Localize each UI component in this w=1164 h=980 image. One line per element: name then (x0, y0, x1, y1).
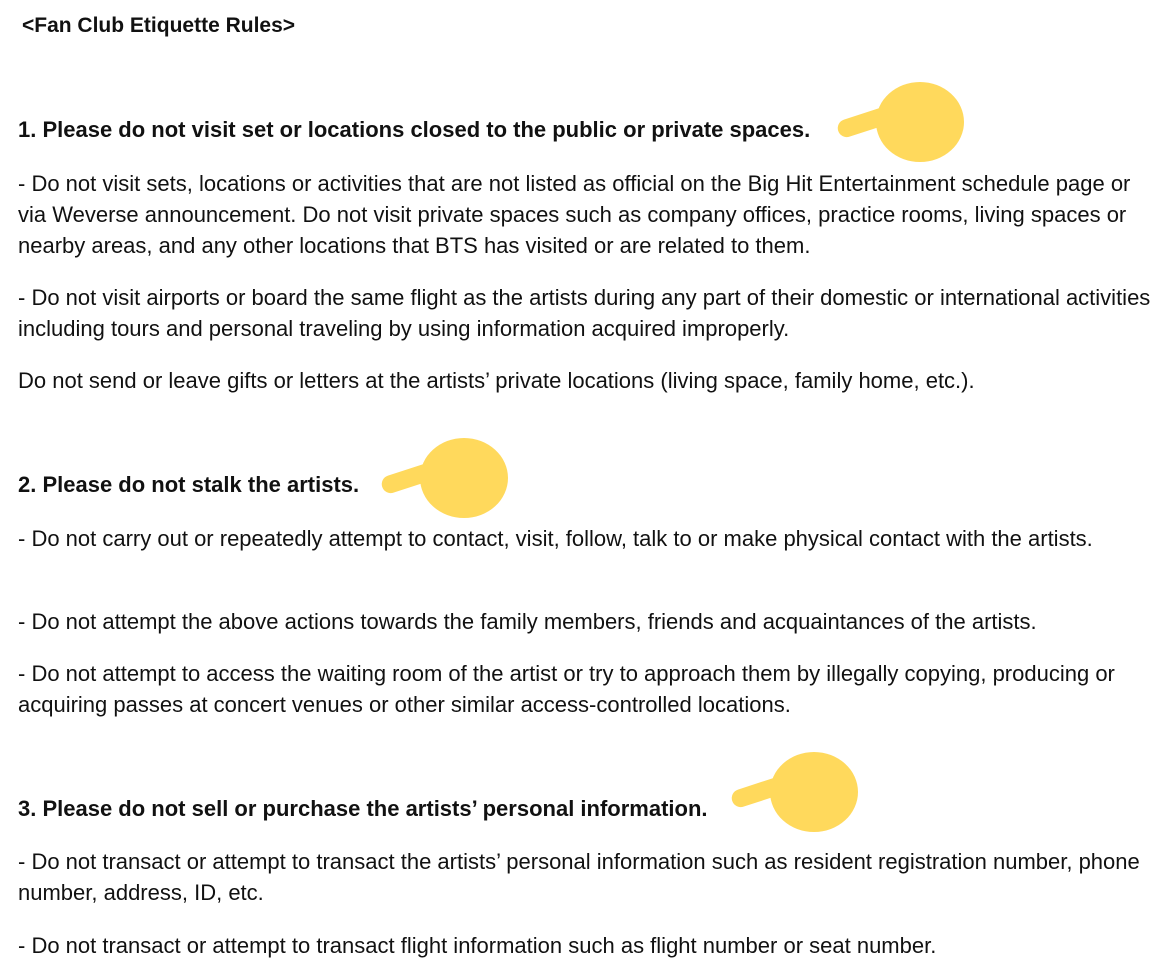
section-3-heading: 3. Please do not sell or purchase the artists’ personal information. (18, 796, 708, 821)
pointing-hand-icon (832, 74, 972, 174)
document-title: <Fan Club Etiquette Rules> (22, 14, 296, 37)
section-2-heading: 2. Please do not stalk the artists. (18, 472, 360, 497)
section-1-heading: 1. Please do not visit set or locations closed to the public or private spaces. (18, 117, 811, 142)
section-1-paragraph-2: - Do not visit airports or board the same flight as the artists during any part of their domestic or international activities including tours and personal traveling by using information acquired improperly. (18, 285, 1151, 341)
section-2-paragraph-2: - Do not attempt the above actions towards the family members, friends and acquaintances of the artists. (18, 609, 1037, 634)
pointing-hand-icon (726, 744, 866, 844)
section-1-paragraph-1: - Do not visit sets, locations or activities that are not listed as official on the Big Hit Entertainment schedule page or via Weverse announcement. Do not visit private spaces such as company offices, practice rooms, living spaces or nearby areas, and any other locations that BTS has visited or are related to them. (18, 171, 1131, 258)
section-3-paragraph-2: - Do not transact or attempt to transact flight information such as flight number or seat number. (18, 933, 937, 958)
pointing-hand-icon (376, 430, 516, 530)
section-2-paragraph-3: - Do not attempt to access the waiting room of the artist or try to approach them by illegally copying, producing or acquiring passes at concert venues or other similar access-controlled locations. (18, 661, 1115, 717)
section-1-paragraph-3: Do not send or leave gifts or letters at the artists’ private locations (living space, family home, etc.). (18, 368, 975, 393)
section-2-paragraph-1: - Do not carry out or repeatedly attempt to contact, visit, follow, talk to or make physical contact with the artists. (18, 526, 1093, 551)
section-3-paragraph-1: - Do not transact or attempt to transact the artists’ personal information such as resident registration number, phone number, address, ID, etc. (18, 849, 1140, 905)
